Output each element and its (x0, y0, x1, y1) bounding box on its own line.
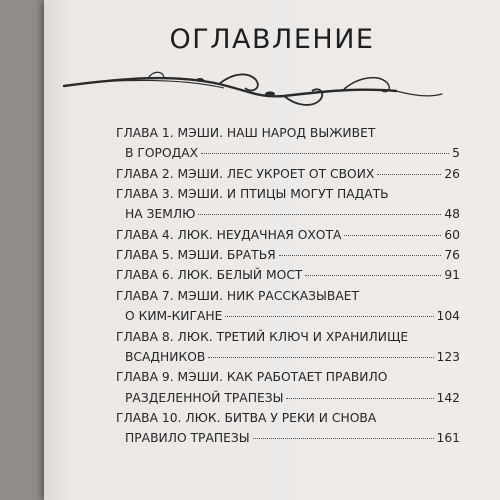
toc-entry-title: ГЛАВА 7. МЭШИ. НИК РАССКАЗЫВАЕТ (116, 288, 360, 303)
toc-leader-dots (198, 214, 441, 215)
toc-entry-line (116, 165, 460, 183)
toc-entry-line (125, 389, 460, 407)
toc-leader-dots (253, 438, 434, 439)
toc-entry-title: ПРАВИЛО ТРАПЕЗЫ (125, 431, 250, 446)
toc-page-number: 91 (444, 268, 460, 283)
toc-entry-line (116, 185, 460, 203)
toc-entry-line (116, 287, 460, 305)
toc-entry-line (116, 328, 460, 346)
toc-entry-title: ГЛАВА 2. МЭШИ. ЛЕС УКРОЕТ ОТ СВОИХ (116, 166, 375, 181)
toc-page-number: 161 (436, 431, 460, 446)
toc-leader-dots (305, 275, 441, 276)
toc-page-number: 26 (444, 166, 460, 181)
decorative-flourish (44, 64, 500, 116)
toc-entry-line (125, 348, 460, 366)
toc-entry-title: ГЛАВА 4. ЛЮК. НЕУДАЧНАЯ ОХОТА (116, 227, 342, 242)
toc-entry-title: ГЛАВА 6. ЛЮК. БЕЛЫЙ МОСТ (116, 268, 303, 283)
toc-page-number: 104 (436, 309, 460, 324)
book-page (44, 0, 500, 500)
toc-entry-line (125, 307, 460, 325)
toc-entry-title: НА ЗЕМЛЮ (125, 207, 196, 222)
toc-entry-line (125, 205, 460, 223)
toc-entry-title: ГЛАВА 5. МЭШИ. БРАТЬЯ (116, 248, 276, 263)
toc-entry-line (116, 368, 460, 386)
toc-entry-title: О КИМ-КИГАНЕ (125, 309, 223, 324)
toc-entry-title: ГЛАВА 3. МЭШИ. И ПТИЦЫ МОГУТ ПАДАТЬ (116, 187, 389, 202)
toc-leader-dots (225, 316, 433, 317)
toc-page-number: 48 (444, 207, 460, 222)
toc-leader-dots (201, 153, 449, 154)
toc-leader-dots (377, 174, 441, 175)
toc-entry-line (125, 429, 460, 447)
toc-entry-line (125, 144, 460, 162)
toc-entry-title: ВСАДНИКОВ (125, 349, 206, 364)
toc-leader-dots (279, 255, 442, 256)
toc-leader-dots (344, 235, 441, 236)
toc-entry-line (116, 124, 460, 142)
page-title: ОГЛАВЛЕНИЕ (169, 24, 375, 55)
toc-page-number: 142 (436, 390, 460, 405)
toc-entry-title: ГЛАВА 1. МЭШИ. НАШ НАРОД ВЫЖИВЕТ (116, 126, 376, 140)
toc-entry-title: ГЛАВА 9. МЭШИ. КАК РАБОТАЕТ ПРАВИЛО (116, 370, 388, 385)
toc-page-number: 60 (444, 227, 460, 242)
toc-page-number: 123 (436, 349, 460, 364)
toc-entry-title: ГЛАВА 10. ЛЮК. БИТВА У РЕКИ И СНОВА (116, 410, 377, 425)
toc-entry-title: РАЗДЕЛЕННОЙ ТРАПЕЗЫ (125, 390, 284, 405)
toc-page-number: 76 (444, 248, 460, 263)
toc-entry-line (116, 409, 460, 427)
toc-entry-title: ГЛАВА 8. ЛЮК. ТРЕТИЙ КЛЮЧ И ХРАНИЛИЩЕ (116, 329, 409, 344)
toc-page-number: 5 (452, 146, 460, 161)
toc-entry-line (116, 246, 460, 264)
toc-entry-line (116, 226, 460, 244)
toc-entry-title: В ГОРОДАХ (125, 146, 199, 161)
toc-leader-dots (286, 398, 433, 399)
toc-entry-line (116, 266, 460, 284)
toc-leader-dots (208, 357, 433, 358)
